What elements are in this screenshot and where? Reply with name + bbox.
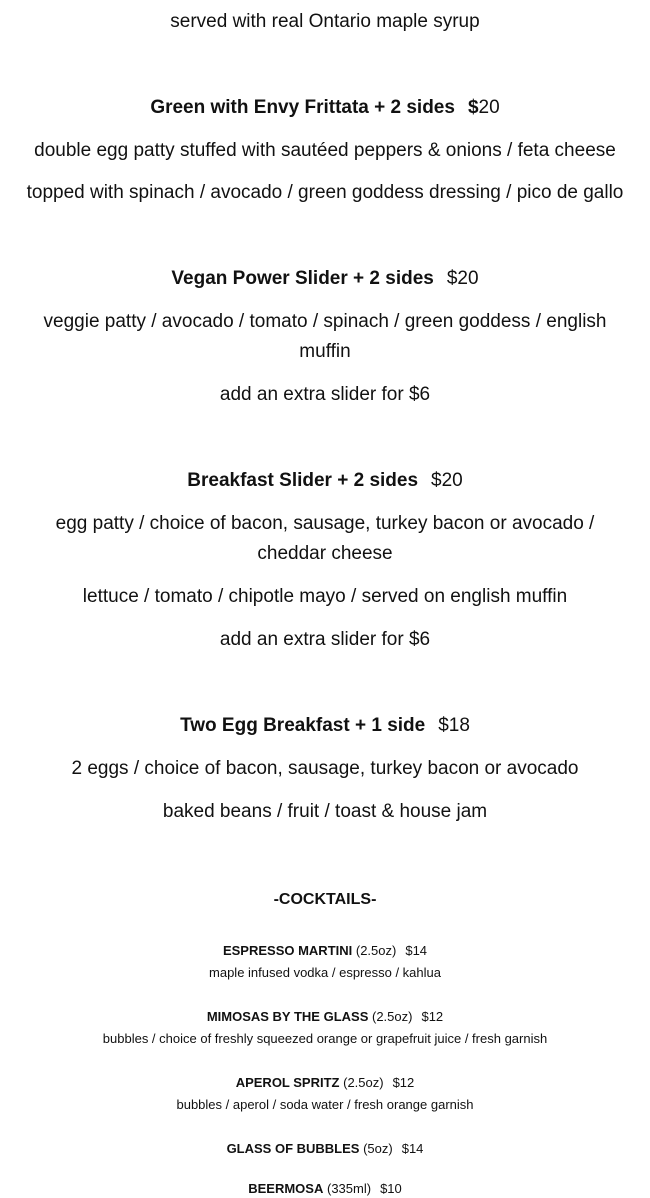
cocktail-size: (2.5oz) <box>355 943 397 958</box>
item-price: $18 <box>438 715 470 736</box>
item-price-symbol: $ <box>467 97 479 118</box>
cocktail-title <box>0 1180 650 1198</box>
item-description: lettuce / tomato / chipotle mayo / served on english muffin <box>82 586 568 607</box>
cocktail-size: (335ml) <box>326 1181 372 1196</box>
cocktails-heading: -COCKTAILS- <box>273 891 377 908</box>
item-addon: add an extra slider for $6 <box>219 629 431 650</box>
cocktail-title <box>0 1074 650 1092</box>
item-description: topped with spinach / avocado / green goddess dressing / pico de gallo <box>26 182 624 203</box>
cocktail-name: ESPRESSO MARTINI <box>222 943 353 958</box>
cocktail-size: (2.5oz) <box>343 1075 384 1090</box>
cocktail-description: maple infused vodka / espresso / kahlua <box>209 965 441 980</box>
cocktail-size: (5oz) <box>363 1141 393 1156</box>
syrup-note: served with real Ontario maple syrup <box>170 11 480 32</box>
item-heading <box>0 711 650 741</box>
item-price: 20 <box>478 97 500 118</box>
item-name: Green with Envy Frittata + 2 sides <box>150 97 455 118</box>
cocktail-price: $14 <box>401 1141 424 1156</box>
item-description: baked beans / fruit / toast & house jam <box>162 801 488 822</box>
item-heading <box>0 264 650 294</box>
item-name: Breakfast Slider + 2 sides <box>187 470 419 491</box>
item-price: $20 <box>446 268 479 289</box>
item-description: 2 eggs / choice of bacon, sausage, turkey bacon or avocado <box>71 758 579 779</box>
item-name: Vegan Power Slider + 2 sides <box>171 268 434 289</box>
item-description: double egg patty stuffed with sautéed peppers & onions / feta cheese <box>34 140 616 161</box>
cocktail-title <box>0 1008 650 1026</box>
cocktail-name: BEERMOSA <box>248 1181 324 1196</box>
cocktail-price: $10 <box>380 1181 402 1196</box>
item-addon: add an extra slider for $6 <box>219 384 431 405</box>
cocktail-price: $12 <box>421 1009 444 1024</box>
cocktail-title <box>0 1140 650 1158</box>
cocktail-description: bubbles / aperol / soda water / fresh orange garnish <box>176 1097 474 1112</box>
cocktail-name: MIMOSAS BY THE GLASS <box>206 1009 369 1024</box>
cocktail-price: $12 <box>392 1075 415 1090</box>
item-heading <box>0 93 650 123</box>
item-price: $20 <box>431 470 463 491</box>
cocktail-size: (2.5oz) <box>372 1009 413 1024</box>
item-description: egg patty / choice of bacon, sausage, turkey bacon or avocado / cheddar cheese <box>55 513 595 564</box>
item-description: veggie patty / avocado / tomato / spinach / green goddess / english muffin <box>43 311 607 362</box>
cocktail-title <box>0 942 650 960</box>
item-heading <box>0 466 650 496</box>
cocktail-name: GLASS OF BUBBLES <box>226 1141 360 1156</box>
cocktail-description: bubbles / choice of freshly squeezed orange or grapefruit juice / fresh garnish <box>102 1031 548 1046</box>
item-name: Two Egg Breakfast + 1 side <box>180 715 426 736</box>
cocktail-name: APEROL SPRITZ <box>235 1075 340 1090</box>
cocktail-price: $14 <box>405 943 428 958</box>
